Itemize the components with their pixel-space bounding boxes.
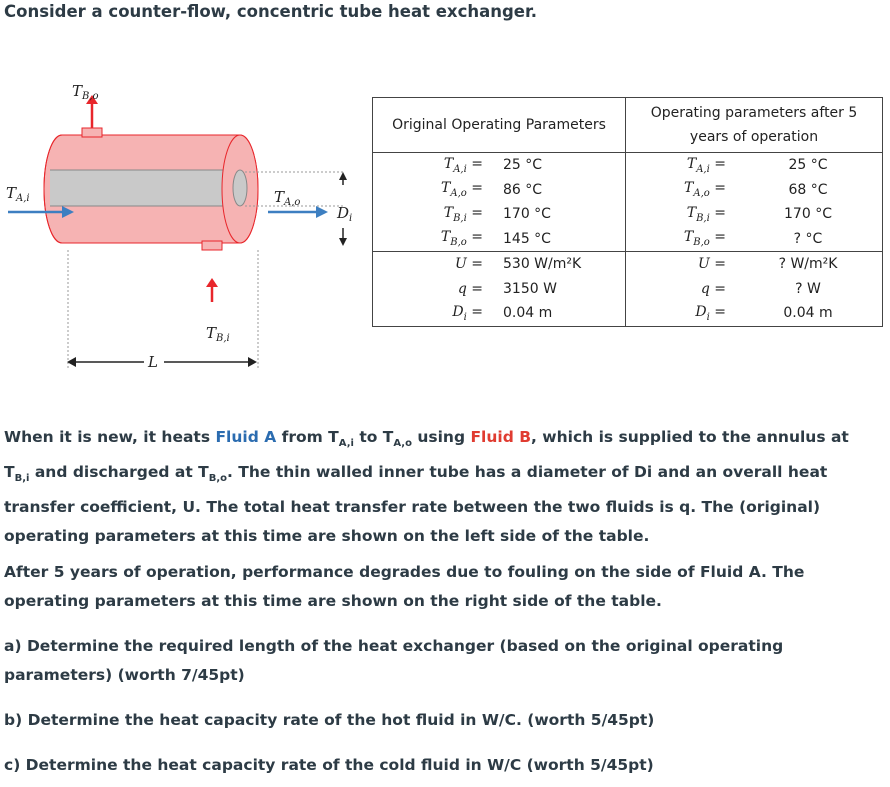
outlet-nozzle — [82, 128, 102, 137]
param-label: $T_{B,o}$ = — [440, 229, 483, 249]
param-label: $T_{B,o}$ = — [683, 229, 726, 249]
param-label: $T_{B,i}$ = — [686, 204, 726, 224]
fluid-b-text: Fluid B — [470, 428, 532, 446]
heat-exchanger-diagram — [0, 60, 372, 380]
fouling-paragraph: After 5 years of operation, performance degrades due to fouling on the side of Fluid A. The operating parameters at this time are shown on the right side of the table. — [4, 563, 805, 610]
param-value: 86 °C — [503, 181, 543, 198]
param-value: 68 °C — [788, 181, 828, 198]
param-value: ? °C — [793, 230, 823, 247]
param-value: ? W/m²K — [778, 256, 838, 273]
param-value: 0.04 m — [503, 305, 553, 322]
param-value: 170 °C — [784, 206, 832, 223]
intro-paragraph: When it is new, it heats Fluid A from $T_{A,i}$ to $T_{A,o}$ using Fluid B, which is supplied to the annulus at $T_{B,i}$ and discharged at $T_{B,o}$. The thin walled inner tube has a diameter of Di and an overall heat transfer coefficient, U. The total heat transfer rate between the two fluids is q. The (original) operating parameters at this time are shown on the left side of the table. — [4, 428, 849, 546]
after-header: Operating parameters after 5 years of operation — [626, 98, 883, 153]
param-label: $T_{A,o}$ = — [441, 180, 483, 200]
param-value: 25 °C — [503, 157, 543, 174]
inner-tube-end — [233, 170, 247, 206]
page-heading: Consider a counter-flow, concentric tube heat exchanger. — [4, 2, 538, 21]
after-block-temps — [626, 153, 883, 252]
l-label: L — [148, 353, 158, 371]
param-value: 170 °C — [503, 206, 551, 223]
tbo-label: $T_{B,o}$ — [72, 82, 99, 102]
param-row — [626, 153, 882, 178]
param-label: $T_{B,i}$ = — [443, 204, 483, 224]
tao-label: $T_{A,o}$ — [274, 188, 301, 208]
param-row — [626, 227, 882, 252]
param-row — [373, 153, 625, 178]
param-label: q = — [457, 280, 483, 297]
param-row — [373, 301, 625, 326]
question-c: c) Determine the heat capacity rate of the cold fluid in W/C (worth 5/45pt) — [4, 756, 654, 774]
inner-tube — [50, 170, 242, 206]
param-label: $T_{A,o}$ = — [684, 180, 726, 200]
after-block-other — [626, 252, 883, 327]
param-row — [626, 252, 882, 277]
param-row — [626, 178, 882, 203]
param-row — [626, 301, 882, 326]
original-block-temps — [373, 153, 626, 252]
param-value: 3150 W — [503, 280, 557, 297]
param-label: q = — [700, 280, 726, 297]
question-a: a) Determine the required length of the heat exchanger (based on the original operating parameters) (worth 7/45pt) — [4, 637, 784, 684]
param-label: $D_i$ = — [695, 303, 726, 323]
param-row — [626, 277, 882, 302]
tbi-arrowhead — [206, 278, 218, 287]
original-block-other — [373, 252, 626, 327]
param-label: U = — [698, 256, 726, 273]
param-value: ? W — [795, 280, 821, 297]
param-row — [373, 252, 625, 277]
param-label: $T_{A,i}$ = — [686, 155, 726, 175]
tao-arrowhead — [316, 206, 328, 218]
param-label: U = — [455, 256, 483, 273]
param-label: $T_{A,i}$ = — [443, 155, 483, 175]
di-label: $D_i$ — [337, 204, 353, 224]
parameter-table — [372, 97, 883, 327]
param-row — [373, 277, 625, 302]
param-value: 25 °C — [788, 157, 828, 174]
fluid-a-text: Fluid A — [215, 428, 277, 446]
param-label: $D_i$ = — [452, 303, 483, 323]
param-row — [373, 178, 625, 203]
param-value: 0.04 m — [783, 305, 833, 322]
param-row — [626, 202, 882, 227]
question-b: b) Determine the heat capacity rate of the hot fluid in W/C. (worth 5/45pt) — [4, 711, 655, 729]
tai-label: $T_{A,i}$ — [6, 184, 30, 204]
param-value: 530 W/m²K — [503, 256, 582, 273]
param-row — [373, 202, 625, 227]
inlet-nozzle — [202, 241, 222, 250]
tbi-label: $T_{B,i}$ — [206, 324, 230, 344]
param-row — [373, 227, 625, 252]
param-value: 145 °C — [503, 230, 551, 247]
original-header: Original Operating Parameters — [373, 98, 626, 153]
